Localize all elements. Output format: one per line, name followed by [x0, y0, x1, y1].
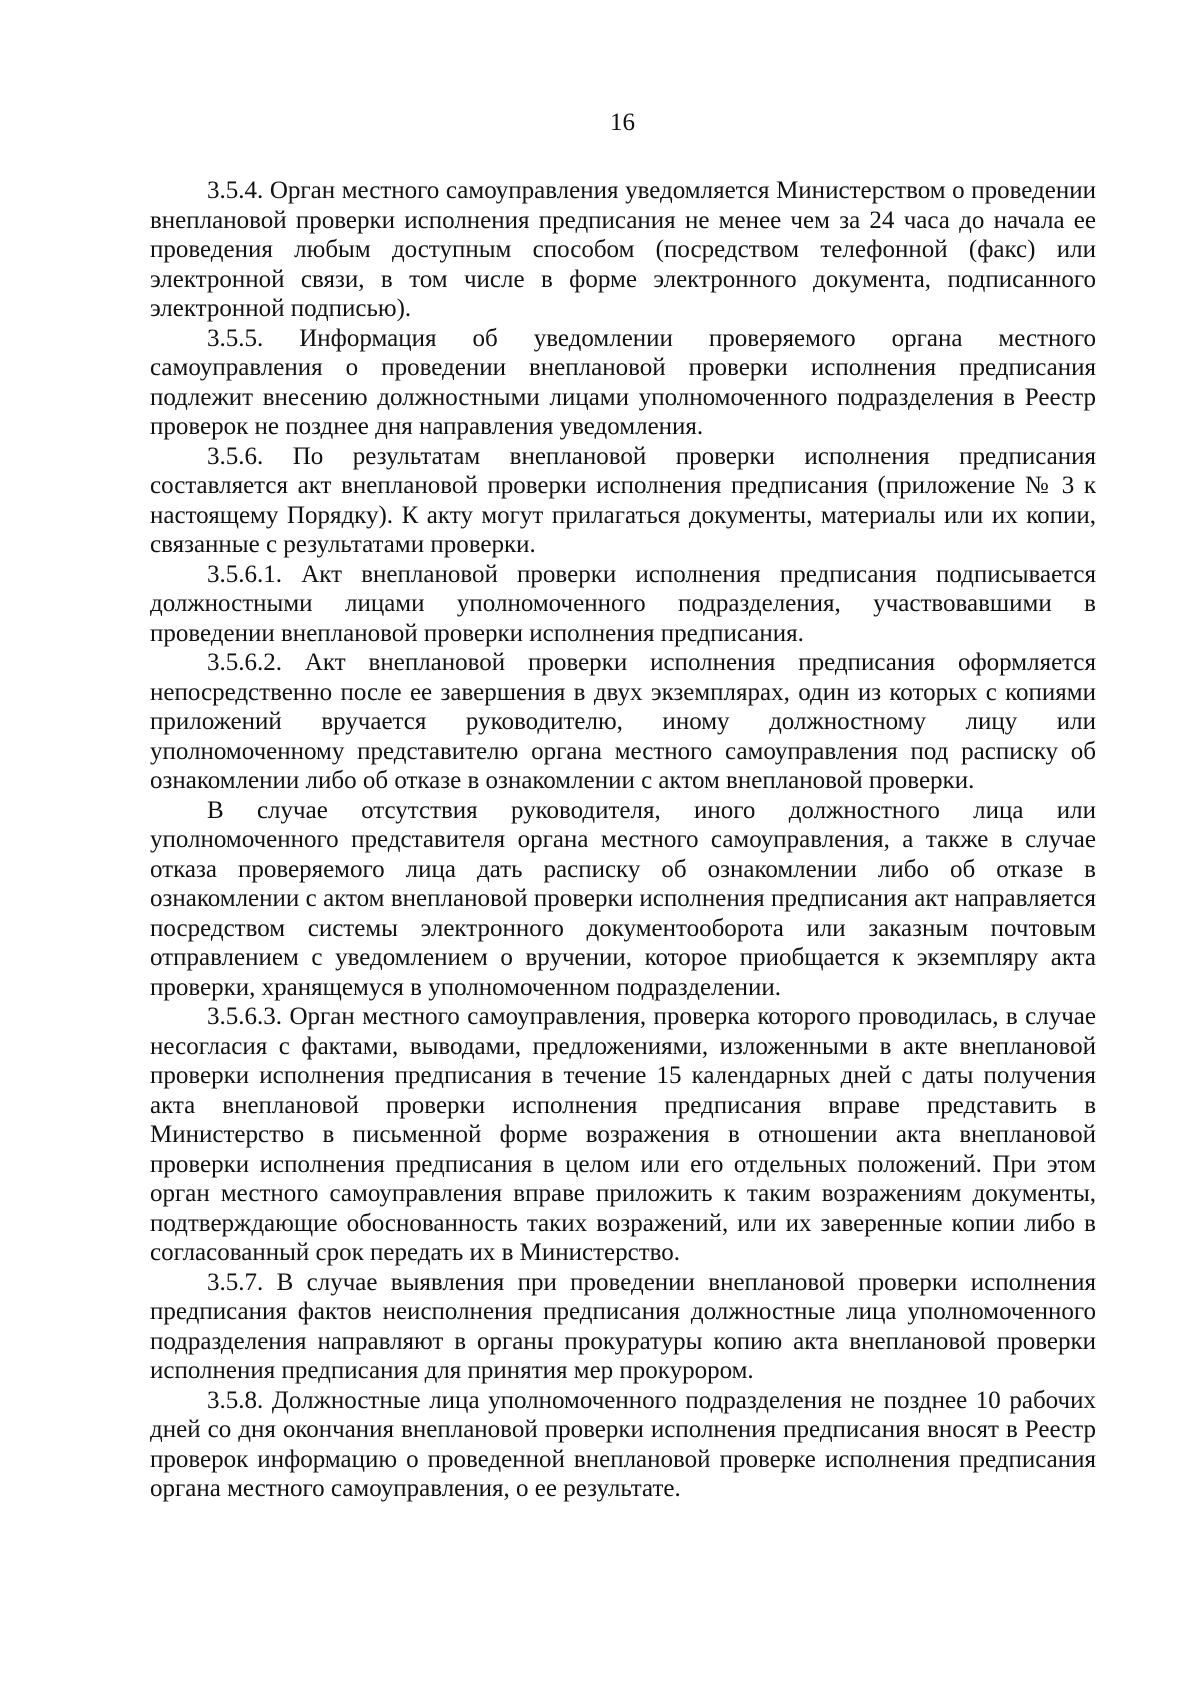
paragraph-3-5-7: 3.5.7. В случае выявления при проведении внеплановой проверки исполнения предписания фактов неисполнения предписания должностные лица уполномоченного подразделения направляют в органы прокуратуры копию акта внеплановой проверки исполнения предписания для принятия мер прокурором. — [150, 1268, 1096, 1384]
paragraph-3-5-5: 3.5.5. Информация об уведомлении проверяемого органа местного самоуправления о проведении внеплановой проверки исполнения предписания подлежит внесению должностными лицами уполномоченного подразделения в Реестр проверок не позднее дня направления уведомления. — [150, 324, 1096, 440]
paragraph-3-5-6-1: 3.5.6.1. Акт внеплановой проверки исполнения предписания подписывается должностными лицами уполномоченного подразделения, участвовавшими в проведении внеплановой проверки исполнения предписания. — [150, 560, 1096, 647]
paragraph-3-5-6-3: 3.5.6.3. Орган местного самоуправления, проверка которого проводилась, в случае несогласия с фактами, выводами, предложениями, изложенными в акте внеплановой проверки исполнения предписания в течение 15 календарных дней с даты получения акта внеплановой проверки исполнения предписания вправе представить в Министерство в письменной форме возражения в отношении акта внеплановой проверки исполнения предписания в целом или его отдельных положений. При этом орган местного самоуправления вправе приложить к таким возражениям документы, подтверждающие обоснованность таких возражений, или их заверенные копии либо в согласованный срок передать их в Министерство. — [150, 1003, 1096, 1266]
paragraph-3-5-8: 3.5.8. Должностные лица уполномоченного подразделения не позднее 10 рабочих дней со дня окончания внеплановой проверки исполнения предписания вносят в Реестр проверок информацию о проведенной внеплановой проверке исполнения предписания органа местного самоуправления, о ее результате. — [150, 1386, 1096, 1502]
paragraph-3-5-6-2: 3.5.6.2. Акт внеплановой проверки исполнения предписания оформляется непосредственно после ее завершения в двух экземплярах, один из которых с копиями приложений вручается руководителю, иному должностному лицу или уполномоченному представителю органа местного самоуправления под расписку об ознакомлении либо об отказе в ознакомлении с актом внеплановой проверки. — [150, 649, 1096, 794]
document-body — [150, 176, 1096, 1504]
paragraph-3-5-6: 3.5.6. По результатам внеплановой проверки исполнения предписания составляется акт внеплановой проверки исполнения предписания (приложение № 3 к настоящему Порядку). К акту могут прилагаться документы, материалы или их копии, связанные с результатами проверки. — [150, 442, 1096, 558]
paragraph-3-5-4: 3.5.4. Орган местного самоуправления уведомляется Министерством о проведении внеплановой проверки исполнения предписания не менее чем за 24 часа до начала ее проведения любым доступным способом (посредством телефонной (факс) или электронной связи, в том числе в форме электронного документа, подписанного электронной подписью). — [150, 177, 1096, 322]
paragraph-absence-case: В случае отсутствия руководителя, иного должностного лица или уполномоченного представителя органа местного самоуправления, а также в случае отказа проверяемого лица дать расписку об ознакомлении либо об отказе в ознакомлении с актом внеплановой проверки исполнения предписания акт направляется посредством системы электронного документооборота или заказным почтовым отправлением с уведомлением о вручении, которое приобщается к экземпляру акта проверки, хранящемуся в уполномоченном подразделении. — [150, 796, 1096, 1001]
page-number: 16 — [610, 109, 635, 136]
